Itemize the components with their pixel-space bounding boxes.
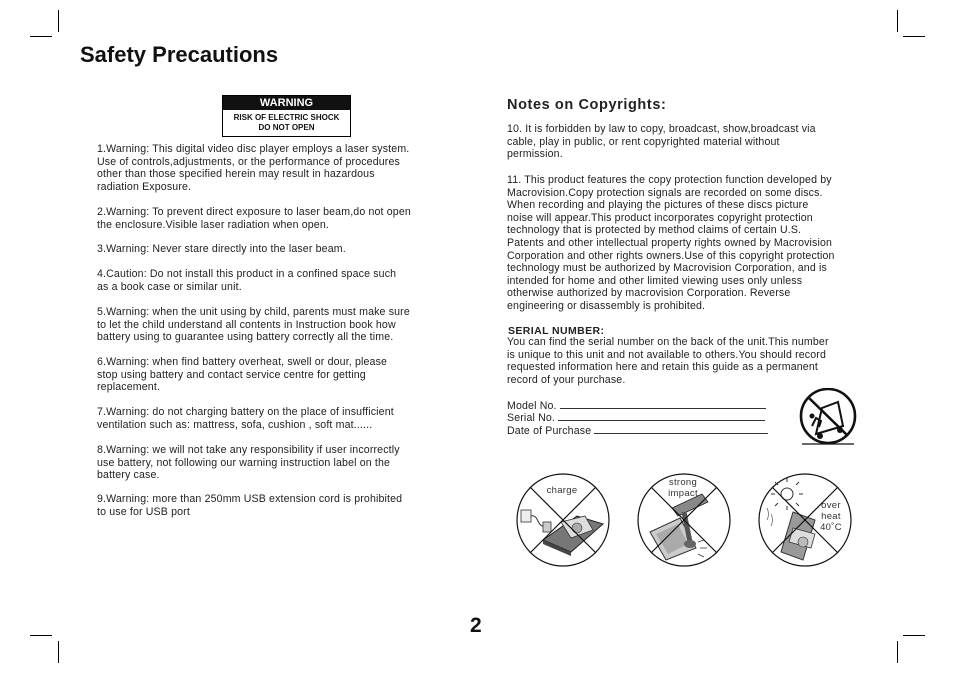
crop-mark [897,10,898,32]
warning-item-1: 1.Warning: This digital video disc player employs a laser system. Use of controls,adjustments, or the performance of procedures other than those specified herein may result in hazardous radiation Exposure. [97,143,410,193]
purchase-date-label: Date of Purchase [507,425,592,437]
page-title: Safety Precautions [80,42,279,67]
warning-item-5: 5.Warning: when the unit using by child, parents must make sure to let the child understand all contents in Instruction book how battery using to guarantee using battery correctly all the time. [97,306,410,344]
warning-item-3: 3.Warning: Never stare directly into the laser beam. [97,243,346,255]
page-number: 2 [470,614,482,637]
crop-mark [903,36,925,37]
crop-mark [30,635,52,636]
serial-number-label: Serial No. [507,412,556,424]
serial-number-blank [558,411,765,421]
serial-number-heading: SERIAL NUMBER: [508,325,605,337]
warning-item-7: 7.Warning: do not charging battery on the place of insufficient ventilation such as: mattress, sofa, cushion , soft mat...... [97,406,394,431]
copyright-heading: Notes on Copyrights: [507,97,667,113]
warning-item-9: 9.Warning: more than 250mm USB extension cord is prohibited to use for USB port [97,493,403,518]
crop-mark [58,10,59,32]
model-number-label: Model No. [507,400,557,412]
overheat-label: over heat 40˚C [820,500,842,533]
charge-label: charge [546,485,578,496]
copyright-note-10: 10. It is forbidden by law to copy, broadcast, show,broadcast via cable, play in public, or rent copyrighted material without permission. [507,123,816,161]
serial-number-text: You can find the serial number on the back of the unit.This number is unique to this unit and not available to others.You should record requested information here and retain this guide as a permanent record of your purchase. [507,336,829,386]
warning-item-2: 2.Warning: To prevent direct exposure to laser beam,do not open the enclosure.Visible laser radiation when open. [97,206,411,231]
warning-item-6: 6.Warning: when find battery overheat, swell or dour, please stop using battery and contact service centre for getting replacement. [97,356,388,394]
model-number-blank [560,399,766,409]
crop-mark [903,635,925,636]
cart-tipover-icon [798,388,860,448]
warning-item-8: 8.Warning: we will not take any responsibility if user incorrectly use battery, not following our warning instruction label on the battery case. [97,444,400,482]
warning-label-heading: WARNING [223,96,350,110]
warning-label-text [223,113,350,133]
impact-label: strong impact [668,477,698,499]
warning-label [222,95,351,137]
crop-mark [58,641,59,663]
warning-label-line2: DO NOT OPEN [258,123,315,132]
serial-number-field [507,411,765,424]
crop-mark [897,641,898,663]
purchase-date-blank [594,424,768,434]
copyright-note-11: 11. This product features the copy protection function developed by Macrovision.Copy protection signals are recorded on some discs. When recording and playing the pictures of these discs picture noise will appear.This product incorporates copyright protection technology that is protected by method claims of certain U.S. Patents and other intellectual property rights owned by Macrovision Corporation and other rights owners.Use of this copyright protection technology must be authorized by Macrovision Corporation, and is intended for home and other limited viewing uses only unless otherwise authorized by macrovision Corporation. Reverse engineering or disassembly is prohibited. [507,174,835,312]
crop-mark [30,36,52,37]
purchase-date-field [507,424,768,437]
warning-label-line1: RISK OF ELECTRIC SHOCK [233,113,340,122]
warning-item-4: 4.Caution: Do not install this product in a confined space such as a book case or similar unit. [97,268,397,293]
